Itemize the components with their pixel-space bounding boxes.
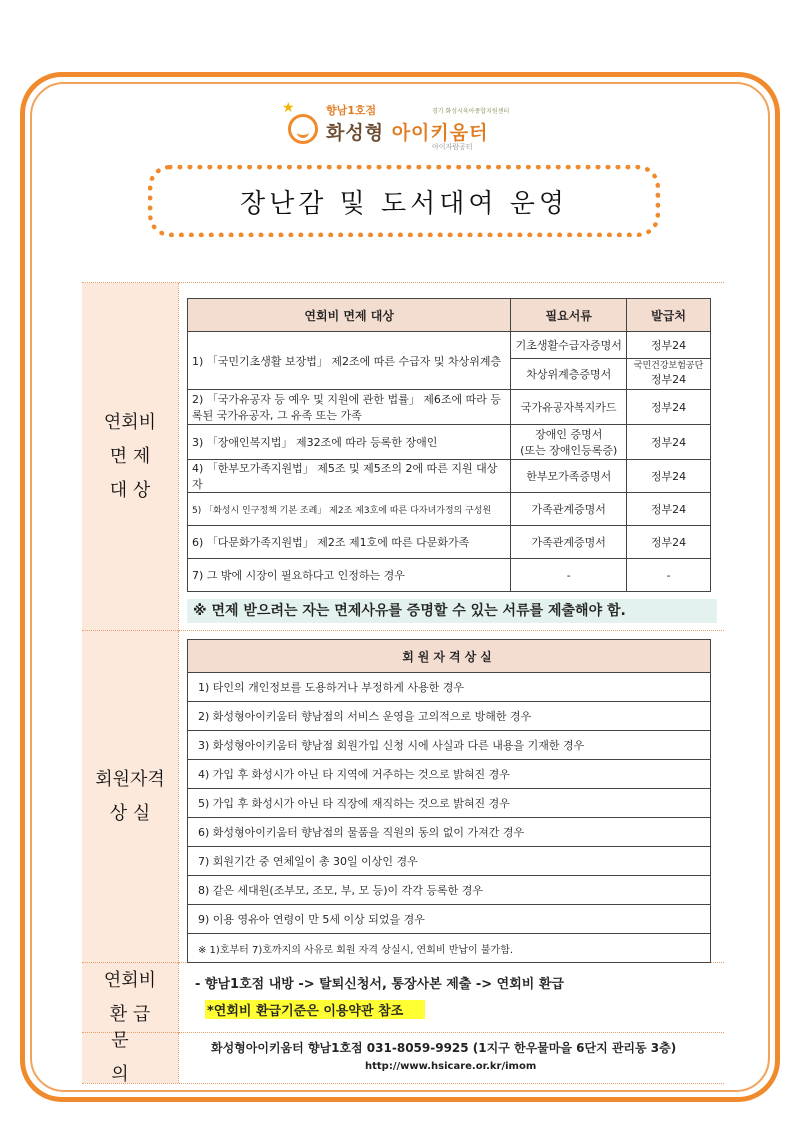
docs-cell: 가족관계증명서 [511,493,627,526]
col-header-docs: 필요서류 [511,299,627,332]
target-cell: 5) 「화성시 인구정책 기본 조례」 제2조 제3호에 따른 다자녀가정의 구성원 [188,493,511,526]
table-row [188,559,711,592]
contact-content [178,1033,724,1083]
target-cell: 2) 「국가유공자 등 예우 및 지원에 관한 법률」 제6조에 따라 등록된 국가유공자, 그 유족 또는 가족 [188,390,511,425]
issuer-cell [627,359,711,390]
table-row [188,702,711,731]
loss-label-line: 상 실 [109,802,151,824]
issuer-cell: 정부24 [627,425,711,460]
table-row [188,847,711,876]
loss-table [187,639,711,963]
refund-note: *연회비 환급기준은 이용약관 참조 [205,1000,425,1019]
table-row [188,731,711,760]
docs-cell: 가족관계증명서 [511,526,627,559]
table-row [188,460,711,493]
loss-item: 2) 화성형아이키움터 향남점의 서비스 운영을 고의적으로 방해한 경우 [188,702,711,731]
issuer-line: 국민건강보험공단 [633,361,704,371]
table-row [188,390,711,425]
docs-cell: - [511,559,627,592]
loss-item: 1) 타인의 개인정보를 도용하거나 부정하게 사용한 경우 [188,673,711,702]
target-cell: 1) 「국민기초생활 보장법」 제2조에 따른 수급자 및 차상위계층 [188,332,511,390]
exemption-label-line: 대 상 [109,479,151,501]
loss-label [82,631,178,963]
table-header-row [188,299,711,332]
contact-label-text: 문 의 [111,1030,149,1085]
issuer-cell: 정부24 [627,332,711,359]
logo-branch: 향남1호점 [326,104,377,117]
contact-info: 화성형아이키움터 향남1호점 031-8059-9925 (1지구 한우물마을 6단지 관리동 3층) [211,1041,677,1055]
docs-cell: 차상위계층증명서 [511,359,627,390]
loss-label-line: 회원자격 [95,768,165,790]
loss-item: 5) 가입 후 화성시가 아닌 타 직장에 재직하는 것으로 밝혀진 경우 [188,789,711,818]
issuer-cell: 정부24 [627,493,711,526]
docs-cell [511,425,627,460]
star-icon: ★ [282,100,295,116]
issuer-cell: 정부24 [627,526,711,559]
docs-cell: 기초생활수급자증명서 [511,332,627,359]
table-row [188,818,711,847]
exemption-note: ※ 면제 받으려는 자는 면제사유를 증명할 수 있는 서류를 제출해야 함. [187,599,717,623]
issuer-cell: 정부24 [627,460,711,493]
refund-label [82,963,178,1033]
refund-label-line: 연회비 [103,969,157,991]
table-header-row [188,640,711,673]
table-row [188,526,711,559]
table-row [188,876,711,905]
contact-url[interactable]: http://www.hsicare.or.kr/imom [365,1061,537,1072]
logo-name-a: 화성형 [326,122,392,144]
loss-item: 9) 이용 영유아 연령이 만 5세 이상 되었을 경우 [188,905,711,934]
issuer-cell: - [627,559,711,592]
logo-org: 경기 화성시육아종합지원센터 [432,108,510,115]
table-row [188,673,711,702]
docs-cell: 한부모가족증명서 [511,460,627,493]
table-row [188,905,711,934]
exemption-label-line: 면 제 [109,445,151,467]
refund-content [178,963,724,1033]
loss-content [178,631,724,963]
col-header-target: 연회비 면제 대상 [188,299,511,332]
title-box [148,165,660,237]
loss-note: ※ 1)호부터 7)호까지의 사유로 회원 자격 상실시, 연회비 반납이 불가함. [188,934,711,963]
exemption-table [187,298,711,592]
table-row [188,934,711,963]
docs-line: (또는 장애인등록증) [520,444,618,457]
issuer-line: 정부24 [650,373,687,386]
table-row [188,493,711,526]
col-header-issuer: 발급처 [627,299,711,332]
loss-item: 3) 화성형아이키움터 향남점 회원가입 신청 시에 사실과 다른 내용을 기재한 경우 [188,731,711,760]
target-cell: 4) 「한부모가족지원법」 제5조 및 제5조의 2에 따른 지원 대상자 [188,460,511,493]
exemption-label [82,283,178,631]
docs-cell: 국가유공자복지카드 [511,390,627,425]
loss-header: 회원자격상실 [188,640,711,673]
exemption-label-line: 연회비 [103,411,157,433]
contact-label [82,1030,178,1085]
logo-sub: 아이자람공터 [432,143,473,151]
info-grid [82,282,724,1084]
table-row [188,332,711,359]
exemption-content [178,283,724,631]
target-cell: 7) 그 밖에 시장이 필요하다고 인정하는 경우 [188,559,511,592]
table-row [188,425,711,460]
loss-item: 8) 같은 세대원(조부모, 조모, 부, 모 등)이 각각 등록한 경우 [188,876,711,905]
loss-item: 7) 회원기간 중 연체일이 총 30일 이상인 경우 [188,847,711,876]
loss-item: 4) 가입 후 화성시가 아닌 타 지역에 거주하는 것으로 밝혀진 경우 [188,760,711,789]
table-row [188,789,711,818]
refund-process: - 향남1호점 내방 -> 탈퇴신청서, 통장사본 제출 -> 연회비 환급 [195,977,564,992]
loss-item: 6) 화성형아이키움터 향남점의 물품을 직원의 동의 없이 가져간 경우 [188,818,711,847]
logo-name [326,118,488,145]
logo-name-b: 아이키움터 [391,122,489,144]
logo [282,100,532,152]
issuer-cell: 정부24 [627,390,711,425]
table-row [188,760,711,789]
target-cell: 6) 「다문화가족지원법」 제2조 제1호에 따른 다문화가족 [188,526,511,559]
docs-line: 장애인 증명서 [535,428,603,441]
page-title: 장난감 및 도서대여 운영 [240,188,568,219]
target-cell: 3) 「장애인복지법」 제32조에 따라 등록한 장애인 [188,425,511,460]
smile-face-icon [288,114,318,144]
refund-label-line: 환 급 [109,1003,151,1025]
